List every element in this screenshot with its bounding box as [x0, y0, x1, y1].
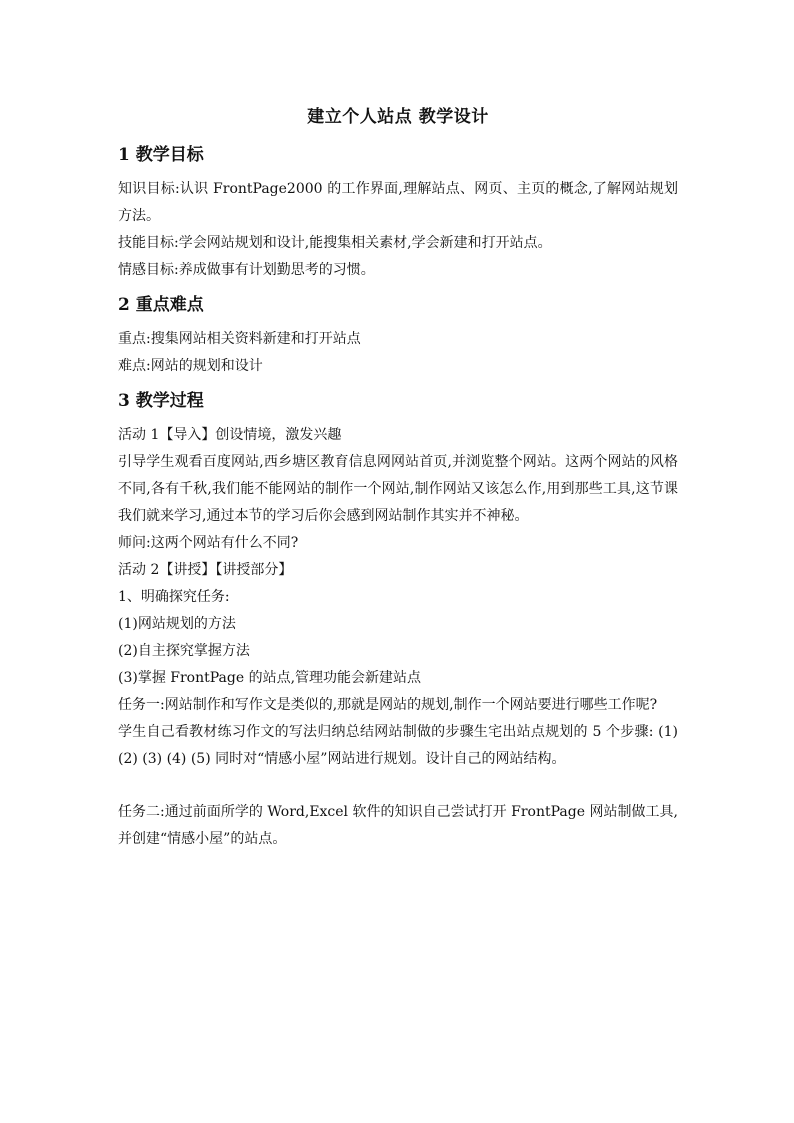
paragraph-task-intro: 1、明确探究任务: — [118, 589, 230, 605]
document-page — [118, 104, 678, 853]
paragraph-item-3: (3)掌握 FrontPage 的站点,管理功能会新建站点 — [118, 670, 422, 686]
paragraph-intro-description: 引导学生观看百度网站,西乡塘区教育信息网网站首页,并浏览整个网站。这两个网站的风格不同,各有千秋,我们能不能网站的制作一个网站,制作网站又该怎么作,用到那些工具,这节课我们就来学习,通过本节的学习后你会感到网站制作其实并不神秘。 — [118, 454, 678, 524]
paragraph-task-two: 任务二:通过前面所学的 Word,Excel 软件的知识自己尝试打开 FrontPage 网站制做工具,并创建“情感小屋”的站点。 — [118, 804, 678, 847]
paragraph-key-point: 重点:搜集网站相关资料新建和打开站点 — [118, 331, 361, 347]
paragraph-difficulty: 难点:网站的规划和设计 — [118, 358, 263, 374]
paragraph-activity-1: 活动 1【导入】创设情境，激发兴趣 — [118, 427, 342, 443]
section-heading-process: 3 教学过程 — [118, 391, 204, 411]
section-heading-objectives: 1 教学目标 — [118, 145, 204, 165]
paragraph-knowledge-goal: 知识目标:认识 FrontPage2000 的工作界面,理解站点、网页、主页的概念,了解网站规划方法。 — [118, 181, 678, 224]
paragraph-item-1: (1)网站规划的方法 — [118, 616, 236, 632]
blank-line — [118, 773, 678, 799]
paragraph-teacher-question: 师问:这两个网站有什么不同? — [118, 535, 299, 551]
paragraph-activity-2: 活动 2【讲授】【讲授部分】 — [118, 562, 293, 578]
document-title: 建立个人站点 教学设计 — [307, 107, 489, 127]
section-heading-key-points: 2 重点难点 — [118, 295, 204, 315]
paragraph-emotion-goal: 情感目标:养成做事有计划勤思考的习惯。 — [118, 262, 375, 278]
paragraph-skill-goal: 技能目标:学会网站规划和设计,能搜集相关素材,学会新建和打开站点。 — [118, 235, 552, 251]
paragraph-task-one: 任务一:网站制作和写作文是类似的,那就是网站的规划,制作一个网站要进行哪些工作呢? — [118, 697, 658, 713]
paragraph-student-steps: 学生自己看教材练习作文的写法归纳总结网站制做的步骤生宅出站点规划的 5 个步骤: (1) (2) (3) (4) (5) 同时对“情感小屋”网站进行规划。设计自己的网站结构。 — [118, 724, 678, 767]
paragraph-item-2: (2)自主探究掌握方法 — [118, 643, 250, 659]
